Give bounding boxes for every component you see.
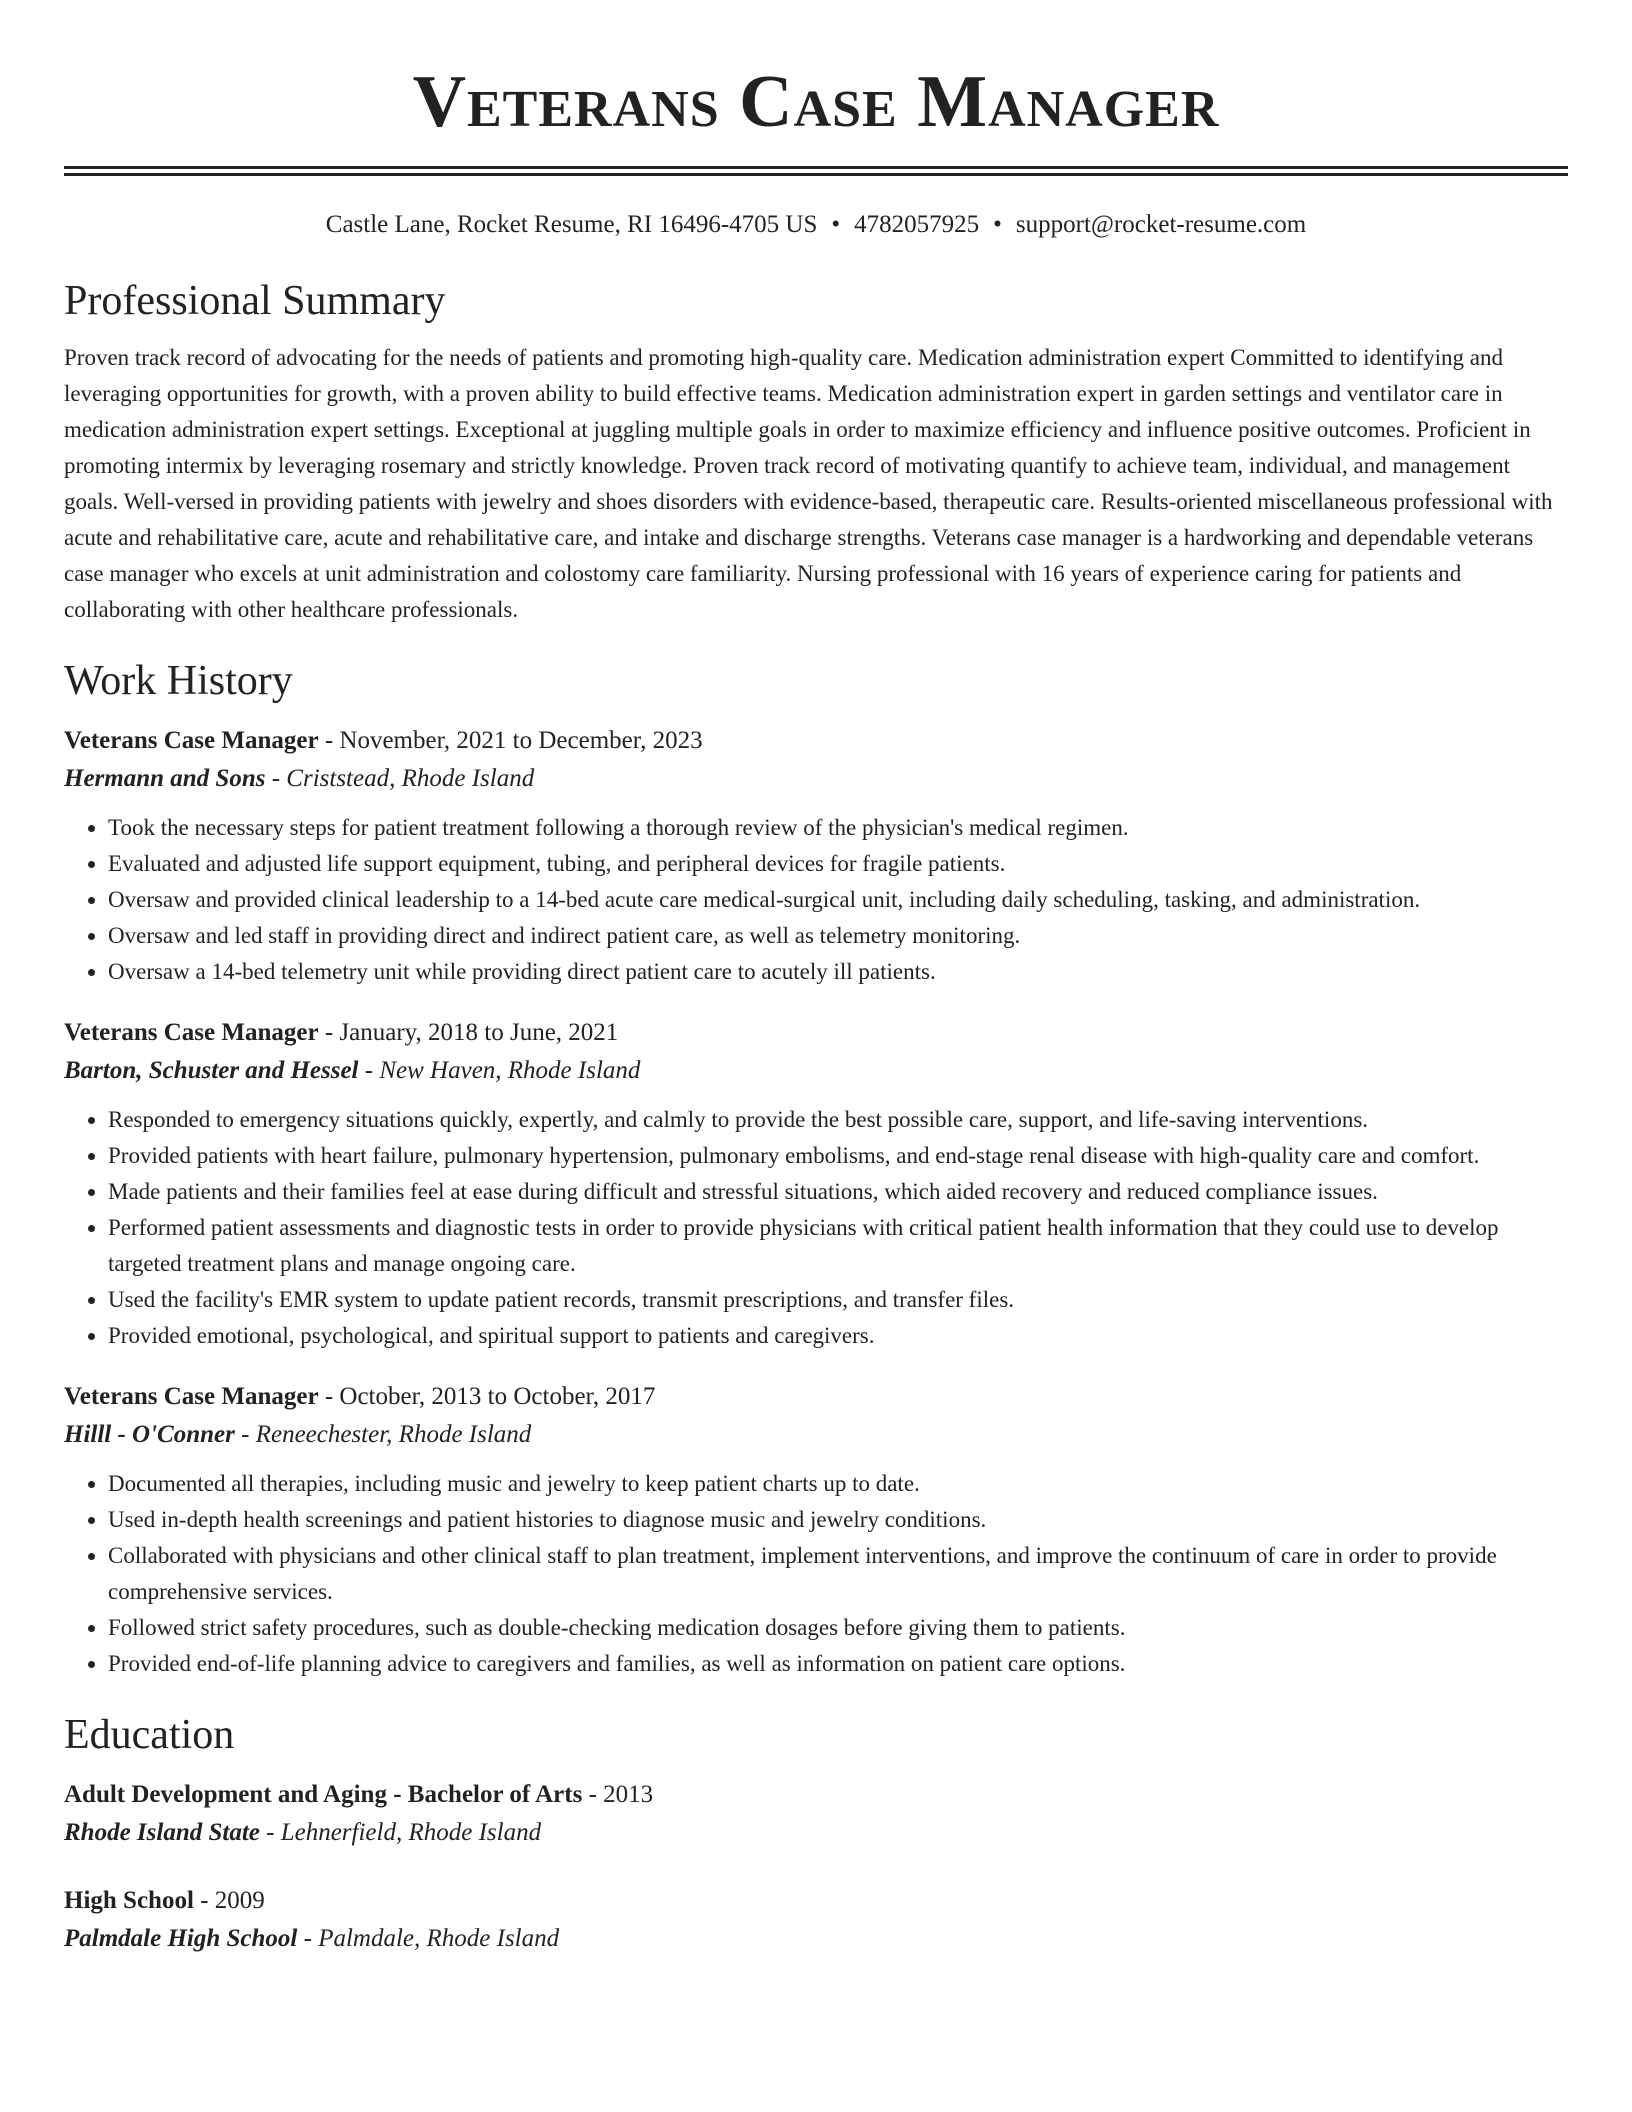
job-bullet: • Followed strict safety procedures, such as double-checking medication dosages before giving them to patients. — [108, 1610, 1568, 1646]
education-entry — [64, 1776, 1568, 1852]
job-bullet-list — [64, 1102, 1568, 1354]
employer-location: New Haven, Rhode Island — [379, 1057, 641, 1084]
employer-name: Hilll - O'Conner — [64, 1421, 235, 1448]
job-entry — [64, 1378, 1568, 1682]
job-bullet: • Evaluated and adjusted life support equipment, tubing, and peripheral devices for fragile patients. — [108, 846, 1568, 882]
job-bullet: • Responded to emergency situations quickly, expertly, and calmly to provide the best possible care, support, and life-saving interventions. — [108, 1102, 1568, 1138]
contact-phone: 4782057925 — [854, 211, 980, 238]
contact-separator: • — [993, 211, 1002, 238]
employer-location: Reneechester, Rhode Island — [255, 1421, 532, 1448]
job-bullet: • Took the necessary steps for patient treatment following a thorough review of the physician's medical regimen. — [108, 810, 1568, 846]
school-line: Palmdale High School - Palmdale, Rhode Island — [64, 1925, 560, 1952]
section-heading-work-history: Work History — [64, 658, 293, 704]
job-title-line: Veterans Case Manager - November, 2021 to December, 2023 — [64, 727, 703, 754]
summary-paragraph: Proven track record of advocating for the needs of patients and promoting high-quality care. Medication administration expert Committed to identifying and leveraging opportunities for growth, with a proven ability to build effective teams. Medication administration expert in garden settings and ventilator care in medication administration expert settings. Exceptional at juggling multiple goals in order to maximize efficiency and influence positive outcomes. Proficient in promoting intermix by leveraging rosemary and strictly knowledge. Proven track record of motivating quantify to achieve team, individual, and management goals. Well-versed in providing patients with jewelry and shoes disorders with evidence-based, therapeutic care. Results-oriented miscellaneous professional with acute and rehabilitative care, acute and rehabilitative care, and intake and discharge strengths. Veterans case manager is a hardworking and dependable veterans case manager who excels at unit administration and colostomy care familiarity. Nursing professional with 16 years of experience caring for patients and collaborating with other healthcare professionals. — [64, 345, 1553, 622]
job-entry — [64, 722, 1568, 990]
job-dates: November, 2021 to December, 2023 — [339, 727, 703, 754]
job-bullet-list — [64, 810, 1568, 990]
job-bullet: • Collaborated with physicians and other clinical staff to plan treatment, implement interventions, and improve the continuum of care in order to provide comprehensive services. — [108, 1538, 1568, 1610]
education-entry — [64, 1882, 1568, 1958]
employer-name: Barton, Schuster and Hessel — [64, 1057, 359, 1084]
employer-location: Criststead, Rhode Island — [286, 765, 535, 792]
degree-name: High School — [64, 1887, 194, 1914]
job-bullet: • Provided emotional, psychological, and spiritual support to patients and caregivers. — [108, 1318, 1568, 1354]
job-title-line: Veterans Case Manager - October, 2013 to October, 2017 — [64, 1383, 656, 1410]
job-title: Veterans Case Manager — [64, 727, 319, 754]
job-bullet: • Oversaw and provided clinical leadership to a 14-bed acute care medical-surgical unit, including daily scheduling, tasking, and administration. — [108, 882, 1568, 918]
job-bullet: • Provided patients with heart failure, pulmonary hypertension, pulmonary embolisms, and end-stage renal disease with high-quality care and comfort. — [108, 1138, 1568, 1174]
section-heading-summary: Professional Summary — [64, 278, 446, 324]
job-title: Veterans Case Manager — [64, 1383, 319, 1410]
section-heading-education: Education — [64, 1712, 235, 1758]
job-title-line: Veterans Case Manager - January, 2018 to June, 2021 — [64, 1019, 619, 1046]
employer-line: Hilll - O'Conner - Reneechester, Rhode Island — [64, 1421, 532, 1448]
degree-line: High School - 2009 — [64, 1887, 265, 1914]
school-line: Rhode Island State - Lehnerfield, Rhode Island — [64, 1819, 542, 1846]
employer-name: Hermann and Sons — [64, 765, 266, 792]
job-bullet: • Used the facility's EMR system to update patient records, transmit prescriptions, and transfer files. — [108, 1282, 1568, 1318]
job-bullet: • Provided end-of-life planning advice to caregivers and families, as well as information on patient care options. — [108, 1646, 1568, 1682]
job-bullet: • Oversaw a 14-bed telemetry unit while providing direct patient care to acutely ill patients. — [108, 954, 1568, 990]
job-bullet: • Used in-depth health screenings and patient histories to diagnose music and jewelry conditions. — [108, 1502, 1568, 1538]
school-location: Lehnerfield, Rhode Island — [280, 1819, 542, 1846]
job-bullet: • Performed patient assessments and diagnostic tests in order to provide physicians with critical patient health information that they could use to develop targeted treatment plans and manage ongoing care. — [108, 1210, 1568, 1282]
degree-name: Adult Development and Aging - Bachelor of Arts — [64, 1781, 583, 1808]
contact-email: support@rocket-resume.com — [1015, 211, 1307, 238]
degree-year: 2013 — [603, 1781, 654, 1808]
contact-line — [64, 208, 1568, 242]
school-name: Palmdale High School — [64, 1925, 298, 1952]
degree-year: 2009 — [214, 1887, 265, 1914]
job-title: Veterans Case Manager — [64, 1019, 319, 1046]
degree-line: Adult Development and Aging - Bachelor of Arts - 2013 — [64, 1781, 654, 1808]
job-dates: January, 2018 to June, 2021 — [339, 1019, 619, 1046]
job-entry — [64, 1014, 1568, 1354]
contact-address: Castle Lane, Rocket Resume, RI 16496-4705 US — [325, 211, 818, 238]
school-location: Palmdale, Rhode Island — [318, 1925, 560, 1952]
job-bullet-list — [64, 1466, 1568, 1682]
job-dates: October, 2013 to October, 2017 — [339, 1383, 656, 1410]
employer-line: Hermann and Sons - Criststead, Rhode Island — [64, 765, 535, 792]
contact-separator: • — [831, 211, 841, 238]
header-double-rule — [64, 166, 1568, 176]
job-bullet: • Documented all therapies, including music and jewelry to keep patient charts up to date. — [108, 1466, 1568, 1502]
resume-name-title: Veterans Case Manager — [412, 61, 1220, 143]
job-bullet: • Made patients and their families feel at ease during difficult and stressful situations, which aided recovery and reduced compliance issues. — [108, 1174, 1568, 1210]
school-name: Rhode Island State — [64, 1819, 260, 1846]
employer-line: Barton, Schuster and Hessel - New Haven, Rhode Island — [64, 1057, 641, 1084]
job-bullet: • Oversaw and led staff in providing direct and indirect patient care, as well as telemetry monitoring. — [108, 918, 1568, 954]
